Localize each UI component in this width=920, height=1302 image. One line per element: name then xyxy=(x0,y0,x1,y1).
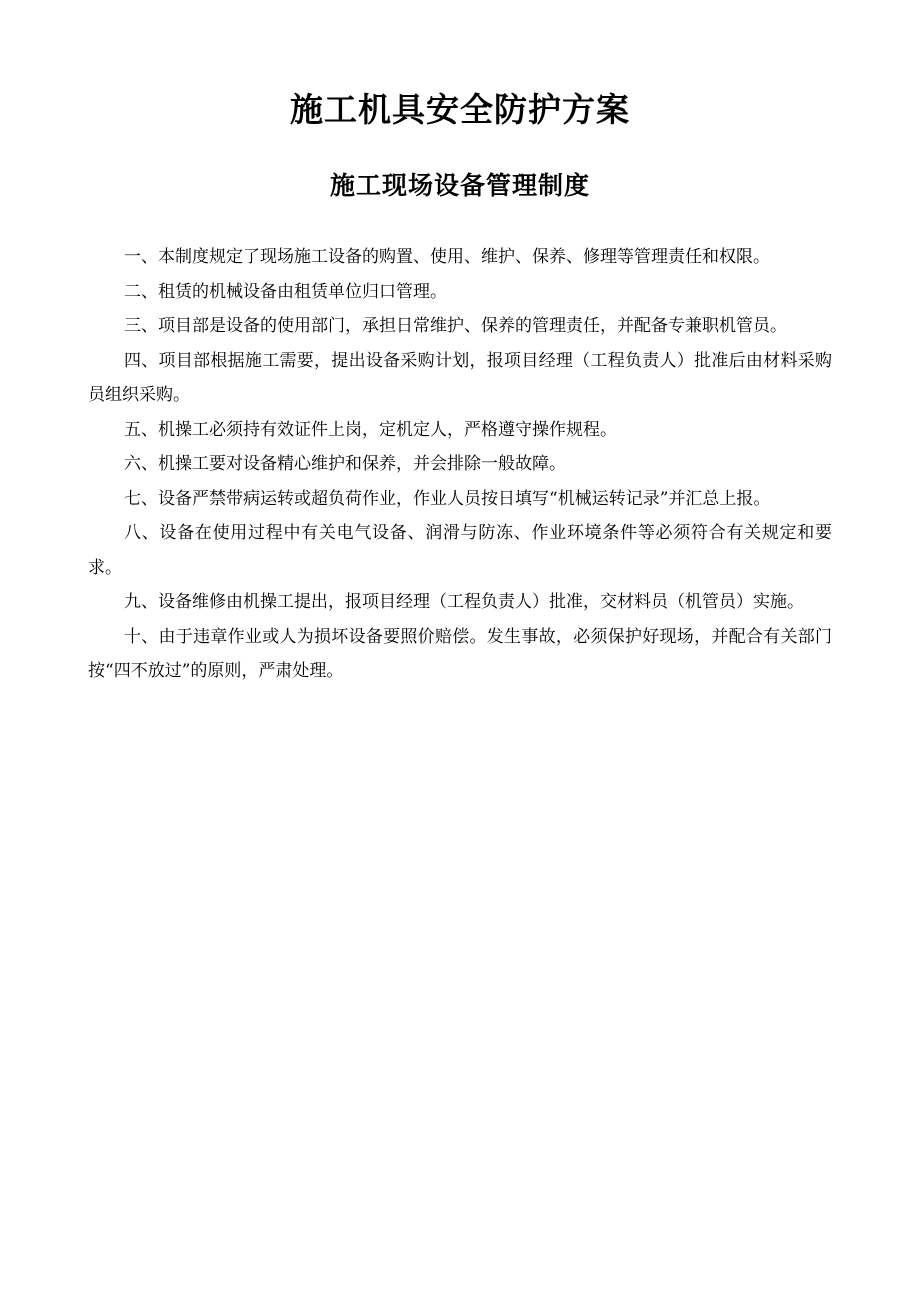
paragraph-10: 十、由于违章作业或人为损坏设备要照价赔偿。发生事故，必须保护好现场，并配合有关部门按“四不放过”的原则，严肃处理。 xyxy=(88,626,832,681)
section-title: 施工现场设备管理制度 xyxy=(329,171,590,200)
paragraph-7: 七、设备严禁带病运转或超负荷作业，作业人员按日填写“机械运转记录”并汇总上报。 xyxy=(124,488,771,509)
paragraph-1: 一、本制度规定了现场施工设备的购置、使用、维护、保养、修理等管理责任和权限。 xyxy=(124,247,770,267)
paragraph-2: 二、租赁的机械设备由租赁单位归口管理。 xyxy=(124,281,447,302)
paragraph-3: 三、项目部是设备的使用部门，承担日常维护、保养的管理责任，并配备专兼职机管员。 xyxy=(124,316,787,336)
document-body xyxy=(88,240,832,689)
paragraph-6: 六、机操工要对设备精心维护和保养，并会排除一般故障。 xyxy=(124,454,566,474)
paragraph-5: 五、机操工必须持有效证件上岗，定机定人，严格遵守操作规程。 xyxy=(124,419,617,440)
paragraph-9: 九、设备维修由机操工提出，报项目经理（工程负责人）批准，交材料员（机管员）实施。 xyxy=(124,592,804,612)
paragraph-8: 八、设备在使用过程中有关电气设备、润滑与防冻、作业环境条件等必须符合有关规定和要求。 xyxy=(88,523,832,578)
document-title: 施工机具安全防护方案 xyxy=(290,90,630,129)
paragraph-4: 四、项目部根据施工需要，提出设备采购计划，报项目经理（工程负责人）批准后由材料采购员组织采购。 xyxy=(88,350,832,405)
